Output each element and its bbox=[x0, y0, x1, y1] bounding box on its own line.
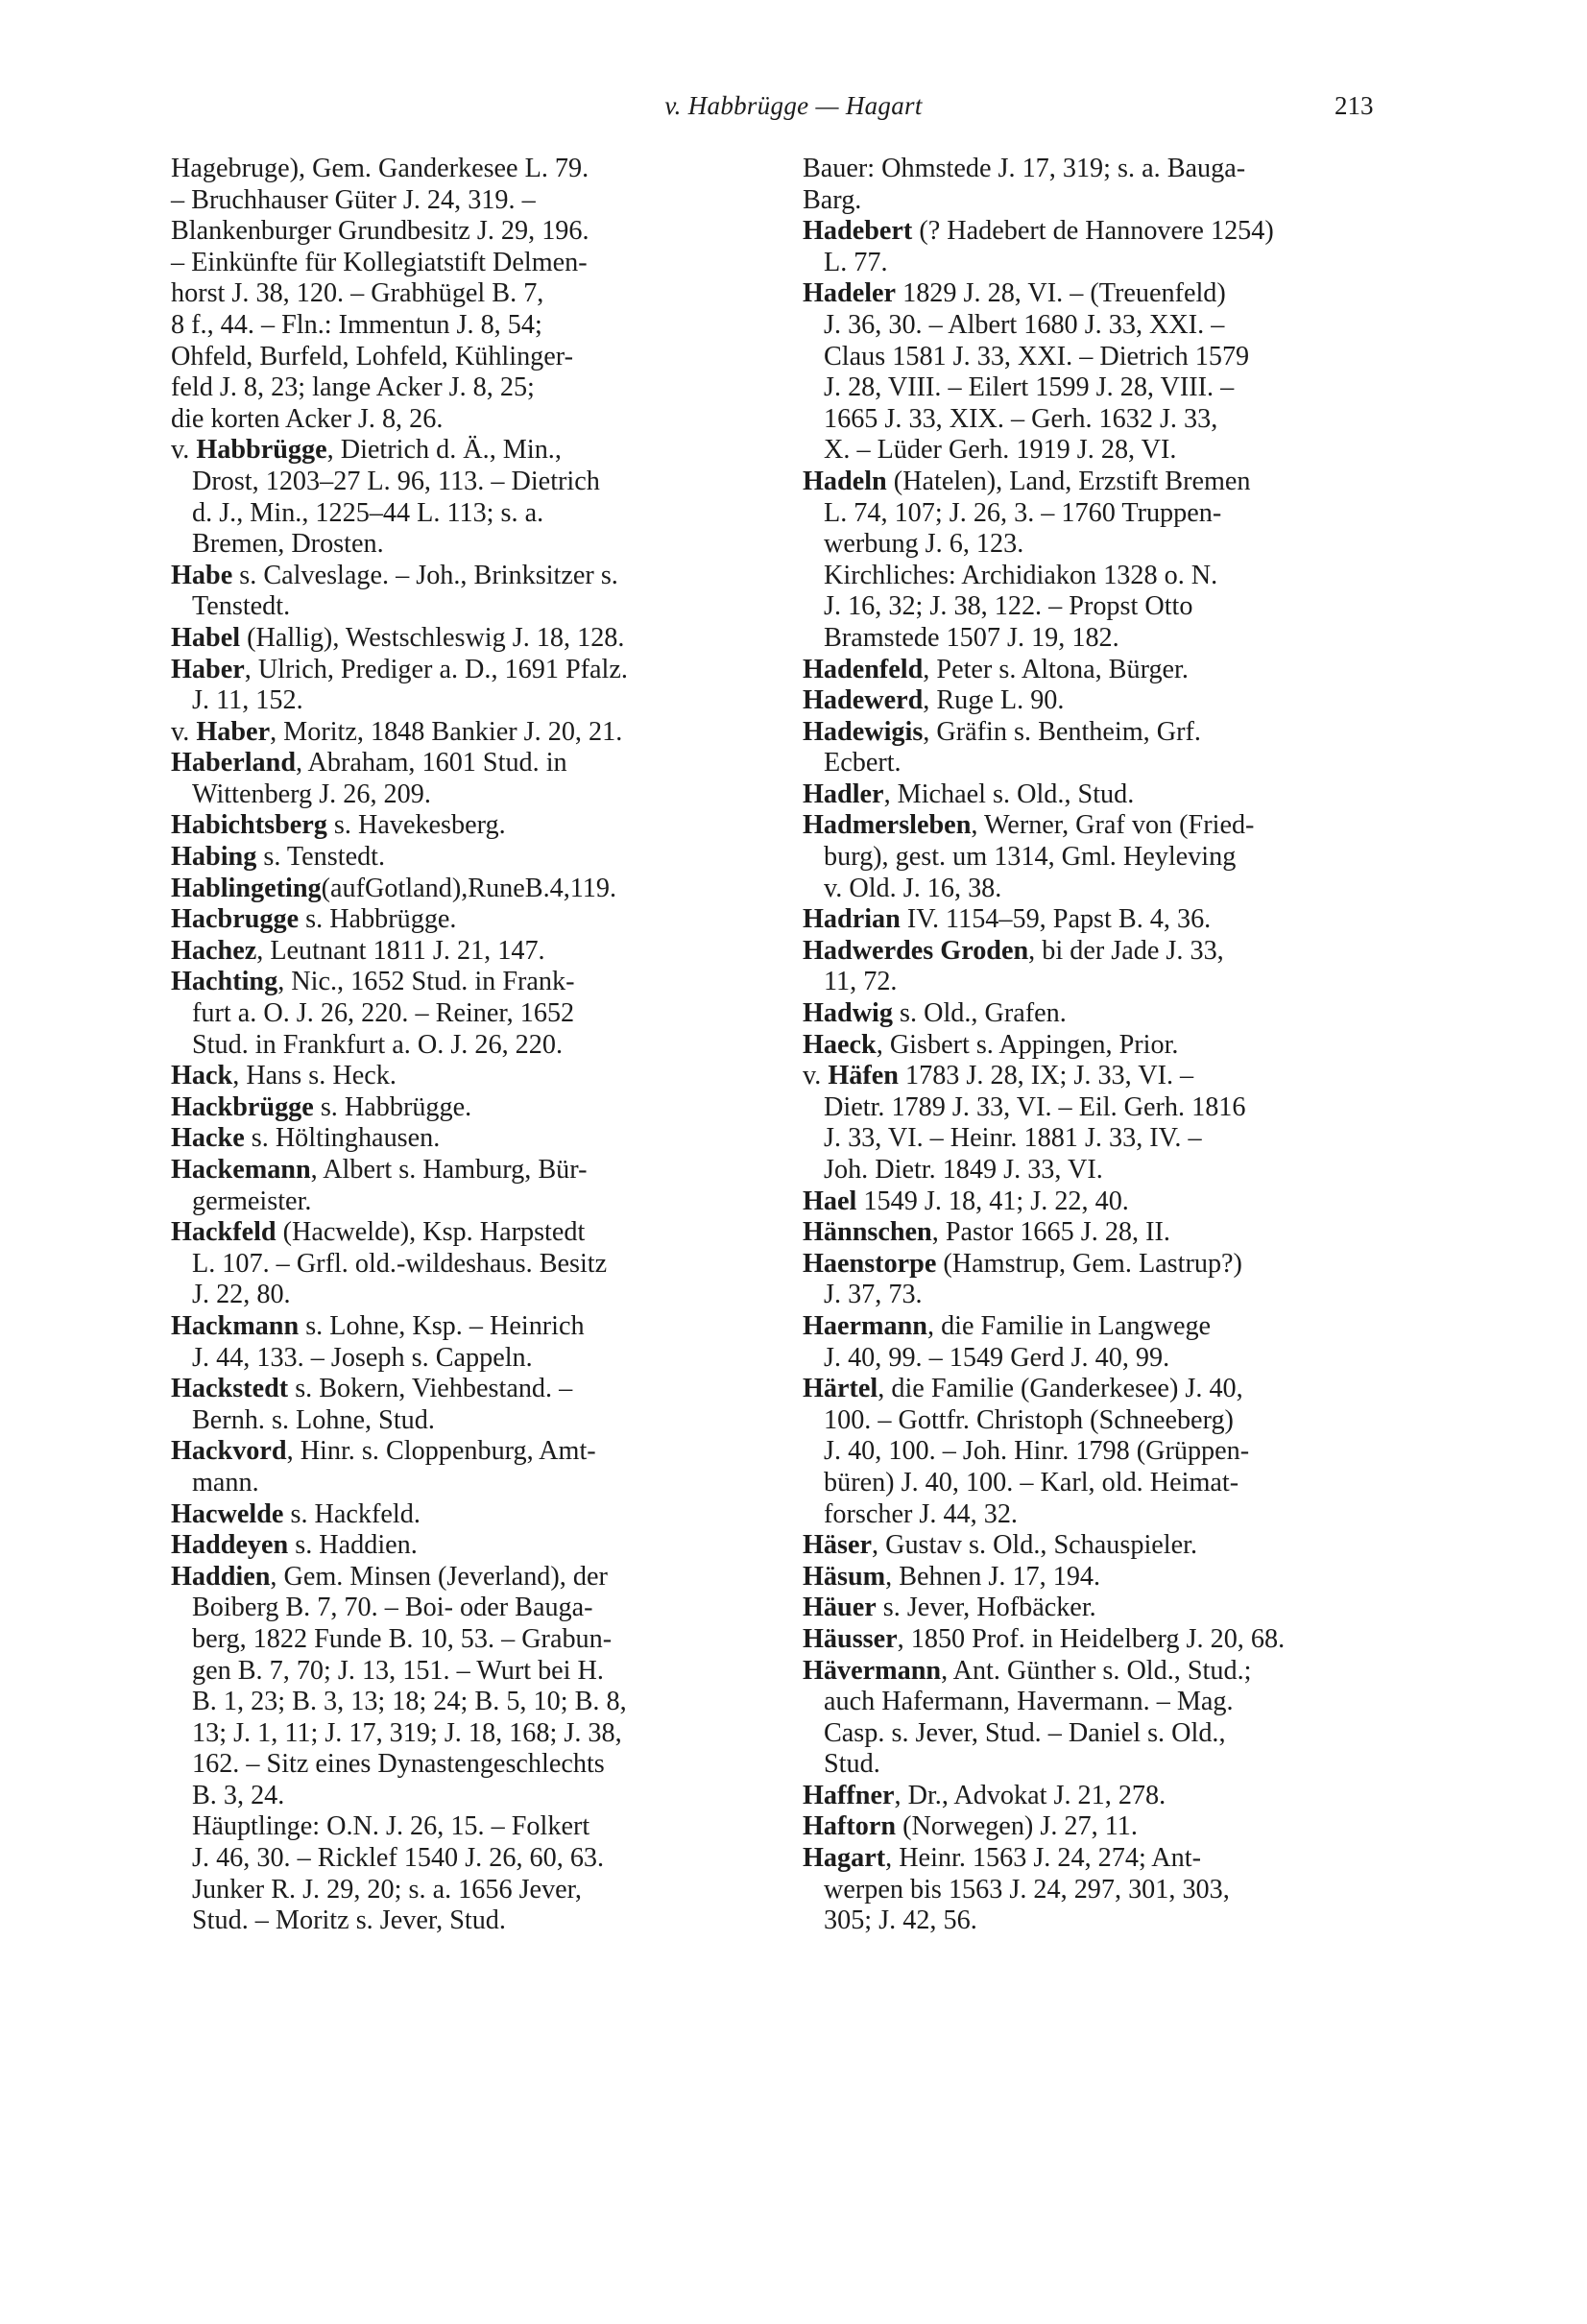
index-line: Hadewerd, Ruge L. 90. bbox=[803, 685, 1065, 716]
index-line: J. 11, 152. bbox=[192, 685, 303, 716]
index-line: Hadeler 1829 J. 28, VI. – (Treuenfeld) bbox=[803, 278, 1226, 309]
index-line: L. 77. bbox=[824, 247, 888, 277]
index-line: Häusser, 1850 Prof. in Heidelberg J. 20, 68. bbox=[803, 1623, 1286, 1654]
index-line: J. 33, VI. – Heinr. 1881 J. 33, IV. – bbox=[824, 1123, 1202, 1154]
index-line: B. 1, 23; B. 3, 13; 18; 24; B. 5, 10; B. 8, bbox=[192, 1687, 627, 1717]
index-line: Häsum, Behnen J. 17, 194. bbox=[803, 1561, 1101, 1592]
index-line: Ecbert. bbox=[824, 748, 902, 779]
index-line: Hackstedt s. Bokern, Viehbestand. – bbox=[171, 1374, 573, 1404]
index-line: B. 3, 24. bbox=[192, 1780, 285, 1810]
index-line: Haeck, Gisbert s. Appingen, Prior. bbox=[803, 1029, 1179, 1060]
index-line: v. Habbrügge, Dietrich d. Ä., Min., bbox=[171, 435, 562, 466]
index-line: Hacbrugge s. Habbrügge. bbox=[171, 904, 457, 935]
running-title: v. Habbrügge — Hagart bbox=[664, 91, 923, 120]
index-line: Bernh. s. Lohne, Stud. bbox=[192, 1404, 435, 1435]
index-line: die korten Acker J. 8, 26. bbox=[171, 403, 444, 434]
index-line: Hadwig s. Old., Grafen. bbox=[803, 998, 1067, 1029]
page-header bbox=[0, 91, 1587, 130]
index-line: berg, 1822 Funde B. 10, 53. – Grabun- bbox=[192, 1623, 613, 1654]
index-line: Hachez, Leutnant 1811 J. 21, 147. bbox=[171, 935, 545, 966]
index-line: Hacke s. Höltinghausen. bbox=[171, 1123, 441, 1154]
index-line: J. 28, VIII. – Eilert 1599 J. 28, VIII. – bbox=[824, 372, 1235, 403]
index-line: J. 40, 99. – 1549 Gerd J. 40, 99. bbox=[824, 1342, 1170, 1373]
index-line: Hävermann, Ant. Günther s. Old., Stud.; bbox=[803, 1655, 1252, 1686]
index-line: Haddien, Gem. Minsen (Jeverland), der bbox=[171, 1561, 608, 1592]
page-number: 213 bbox=[1335, 91, 1374, 120]
index-line: Hackbrügge s. Habbrügge. bbox=[171, 1091, 472, 1122]
index-line: v. Haber, Moritz, 1848 Bankier J. 20, 21. bbox=[171, 716, 623, 747]
index-line: Haberland, Abraham, 1601 Stud. in bbox=[171, 748, 567, 779]
index-line: 1665 J. 33, XIX. – Gerh. 1632 J. 33, bbox=[824, 403, 1218, 434]
index-line: Hadewigis, Gräfin s. Bentheim, Grf. bbox=[803, 716, 1201, 747]
index-line: 100. – Gottfr. Christoph (Schneeberg) bbox=[824, 1404, 1234, 1435]
index-line: L. 107. – Grfl. old.-wildeshaus. Besitz bbox=[192, 1248, 608, 1279]
index-line: Habichtsberg s. Havekesberg. bbox=[171, 810, 506, 841]
index-line: Ohfeld, Burfeld, Lohfeld, Kühlinger- bbox=[171, 341, 573, 371]
index-line: burg), gest. um 1314, Gml. Heyleving bbox=[824, 842, 1237, 873]
index-line: Haffner, Dr., Advokat J. 21, 278. bbox=[803, 1780, 1166, 1810]
index-line: Hadler, Michael s. Old., Stud. bbox=[803, 779, 1135, 809]
index-line: 305; J. 42, 56. bbox=[824, 1905, 977, 1936]
index-line: Hackfeld (Hacwelde), Ksp. Harpstedt bbox=[171, 1217, 586, 1248]
index-line: Joh. Dietr. 1849 J. 33, VI. bbox=[824, 1155, 1103, 1185]
left-column bbox=[171, 154, 771, 1937]
index-line: v. Old. J. 16, 38. bbox=[824, 873, 1002, 903]
index-line: d. J., Min., 1225–44 L. 113; s. a. bbox=[192, 497, 544, 528]
index-line: horst J. 38, 120. – Grabhügel B. 7, bbox=[171, 278, 544, 309]
index-line: J. 16, 32; J. 38, 122. – Propst Otto bbox=[824, 591, 1193, 622]
index-line: Junker R. J. 29, 20; s. a. 1656 Jever, bbox=[192, 1874, 582, 1905]
index-line: germeister. bbox=[192, 1186, 312, 1216]
index-line: Stud. – Moritz s. Jever, Stud. bbox=[192, 1905, 506, 1936]
index-line: 8 f., 44. – Fln.: Immentun J. 8, 54; bbox=[171, 309, 542, 340]
index-line: – Einkünfte für Kollegiatstift Delmen- bbox=[171, 247, 588, 277]
index-line: Stud. in Frankfurt a. O. J. 26, 220. bbox=[192, 1029, 563, 1060]
index-line: Hackvord, Hinr. s. Cloppenburg, Amt- bbox=[171, 1436, 596, 1467]
index-line: Tenstedt. bbox=[192, 591, 291, 622]
index-line: Hadenfeld, Peter s. Altona, Bürger. bbox=[803, 654, 1189, 684]
index-line: 13; J. 1, 11; J. 17, 319; J. 18, 168; J. 38, bbox=[192, 1717, 622, 1748]
index-line: J. 44, 133. – Joseph s. Cappeln. bbox=[192, 1342, 533, 1373]
index-line: Härtel, die Familie (Ganderkesee) J. 40, bbox=[803, 1374, 1243, 1404]
index-line: Häuptlinge: O.N. J. 26, 15. – Folkert bbox=[192, 1811, 590, 1842]
index-line: Hagart, Heinr. 1563 J. 24, 274; Ant- bbox=[803, 1843, 1201, 1874]
index-line: Hännschen, Pastor 1665 J. 28, II. bbox=[803, 1217, 1170, 1248]
index-line: J. 46, 30. – Ricklef 1540 J. 26, 60, 63. bbox=[192, 1843, 605, 1874]
index-line: Boiberg B. 7, 70. – Boi- oder Bauga- bbox=[192, 1593, 593, 1623]
index-line: J. 22, 80. bbox=[192, 1280, 291, 1310]
index-line: furt a. O. J. 26, 220. – Reiner, 1652 bbox=[192, 998, 575, 1029]
index-line: forscher J. 44, 32. bbox=[824, 1498, 1018, 1529]
index-line: Hack, Hans s. Heck. bbox=[171, 1061, 397, 1091]
index-line: mann. bbox=[192, 1467, 259, 1497]
index-line: auch Hafermann, Havermann. – Mag. bbox=[824, 1687, 1234, 1717]
index-line: werbung J. 6, 123. bbox=[824, 529, 1024, 560]
index-line: Haftorn (Norwegen) J. 27, 11. bbox=[803, 1811, 1138, 1842]
index-line: Habe s. Calveslage. – Joh., Brinksitzer s. bbox=[171, 560, 618, 590]
index-line: Haenstorpe (Hamstrup, Gem. Lastrup?) bbox=[803, 1248, 1242, 1279]
index-line: Hablingeting(aufGotland),RuneB.4,119. bbox=[171, 873, 617, 903]
index-line: L. 74, 107; J. 26, 3. – 1760 Truppen- bbox=[824, 497, 1222, 528]
index-line: gen B. 7, 70; J. 13, 151. – Wurt bei H. bbox=[192, 1655, 604, 1686]
index-line: werpen bis 1563 J. 24, 297, 301, 303, bbox=[824, 1874, 1230, 1905]
index-line: Hacwelde s. Hackfeld. bbox=[171, 1498, 421, 1529]
index-line: Hadebert (? Hadebert de Hannovere 1254) bbox=[803, 216, 1274, 247]
index-line: Häuer s. Jever, Hofbäcker. bbox=[803, 1593, 1096, 1623]
index-line: Hadmersleben, Werner, Graf von (Fried- bbox=[803, 810, 1255, 841]
index-line: X. – Lüder Gerh. 1919 J. 28, VI. bbox=[824, 435, 1177, 466]
index-line: Haber, Ulrich, Prediger a. D., 1691 Pfalz. bbox=[171, 654, 628, 684]
index-line: Drost, 1203–27 L. 96, 113. – Dietrich bbox=[192, 466, 600, 496]
index-line: Haddeyen s. Haddien. bbox=[171, 1530, 418, 1561]
index-line: Hael 1549 J. 18, 41; J. 22, 40. bbox=[803, 1186, 1129, 1216]
index-line: J. 36, 30. – Albert 1680 J. 33, XXI. – bbox=[824, 309, 1225, 340]
index-line: Habing s. Tenstedt. bbox=[171, 842, 386, 873]
index-line: v. Häfen 1783 J. 28, IX; J. 33, VI. – bbox=[803, 1061, 1194, 1091]
index-line: Wittenberg J. 26, 209. bbox=[192, 779, 431, 809]
index-line: Hadrian IV. 1154–59, Papst B. 4, 36. bbox=[803, 904, 1212, 935]
index-line: Hadeln (Hatelen), Land, Erzstift Bremen bbox=[803, 466, 1251, 496]
index-line: Stud. bbox=[824, 1749, 880, 1780]
index-line: 162. – Sitz eines Dynastengeschlechts bbox=[192, 1749, 605, 1780]
index-line: feld J. 8, 23; lange Acker J. 8, 25; bbox=[171, 372, 535, 403]
index-line: J. 40, 100. – Joh. Hinr. 1798 (Grüppen- bbox=[824, 1436, 1250, 1467]
index-line: büren) J. 40, 100. – Karl, old. Heimat- bbox=[824, 1467, 1239, 1497]
index-line: Haermann, die Familie in Langwege bbox=[803, 1310, 1212, 1341]
index-line: Kirchliches: Archidiakon 1328 o. N. bbox=[824, 560, 1218, 590]
index-line: Hagebruge), Gem. Ganderkesee L. 79. bbox=[171, 154, 589, 183]
index-line: Habel (Hallig), Westschleswig J. 18, 128. bbox=[171, 622, 625, 653]
index-line: Claus 1581 J. 33, XXI. – Dietrich 1579 bbox=[824, 341, 1250, 371]
index-line: – Bruchhauser Güter J. 24, 319. – bbox=[171, 184, 536, 215]
index-line: Hadwerdes Groden, bi der Jade J. 33, bbox=[803, 935, 1224, 966]
index-line: Häser, Gustav s. Old., Schauspieler. bbox=[803, 1530, 1198, 1561]
index-line: Dietr. 1789 J. 33, VI. – Eil. Gerh. 1816 bbox=[824, 1091, 1246, 1122]
index-line: Bremen, Drosten. bbox=[192, 529, 384, 560]
index-line: Barg. bbox=[803, 184, 862, 215]
index-line: Hackemann, Albert s. Hamburg, Bür- bbox=[171, 1155, 588, 1185]
index-line: Blankenburger Grundbesitz J. 29, 196. bbox=[171, 216, 589, 247]
index-line: Bramstede 1507 J. 19, 182. bbox=[824, 622, 1119, 653]
index-line: Casp. s. Jever, Stud. – Daniel s. Old., bbox=[824, 1717, 1226, 1748]
index-line: Bauer: Ohmstede J. 17, 319; s. a. Bauga- bbox=[803, 154, 1246, 183]
index-line: Hackmann s. Lohne, Ksp. – Heinrich bbox=[171, 1310, 585, 1341]
index-line: Hachting, Nic., 1652 Stud. in Frank- bbox=[171, 967, 575, 997]
index-line: 11, 72. bbox=[824, 967, 898, 997]
right-column bbox=[803, 154, 1388, 1937]
index-line: J. 37, 73. bbox=[824, 1280, 923, 1310]
